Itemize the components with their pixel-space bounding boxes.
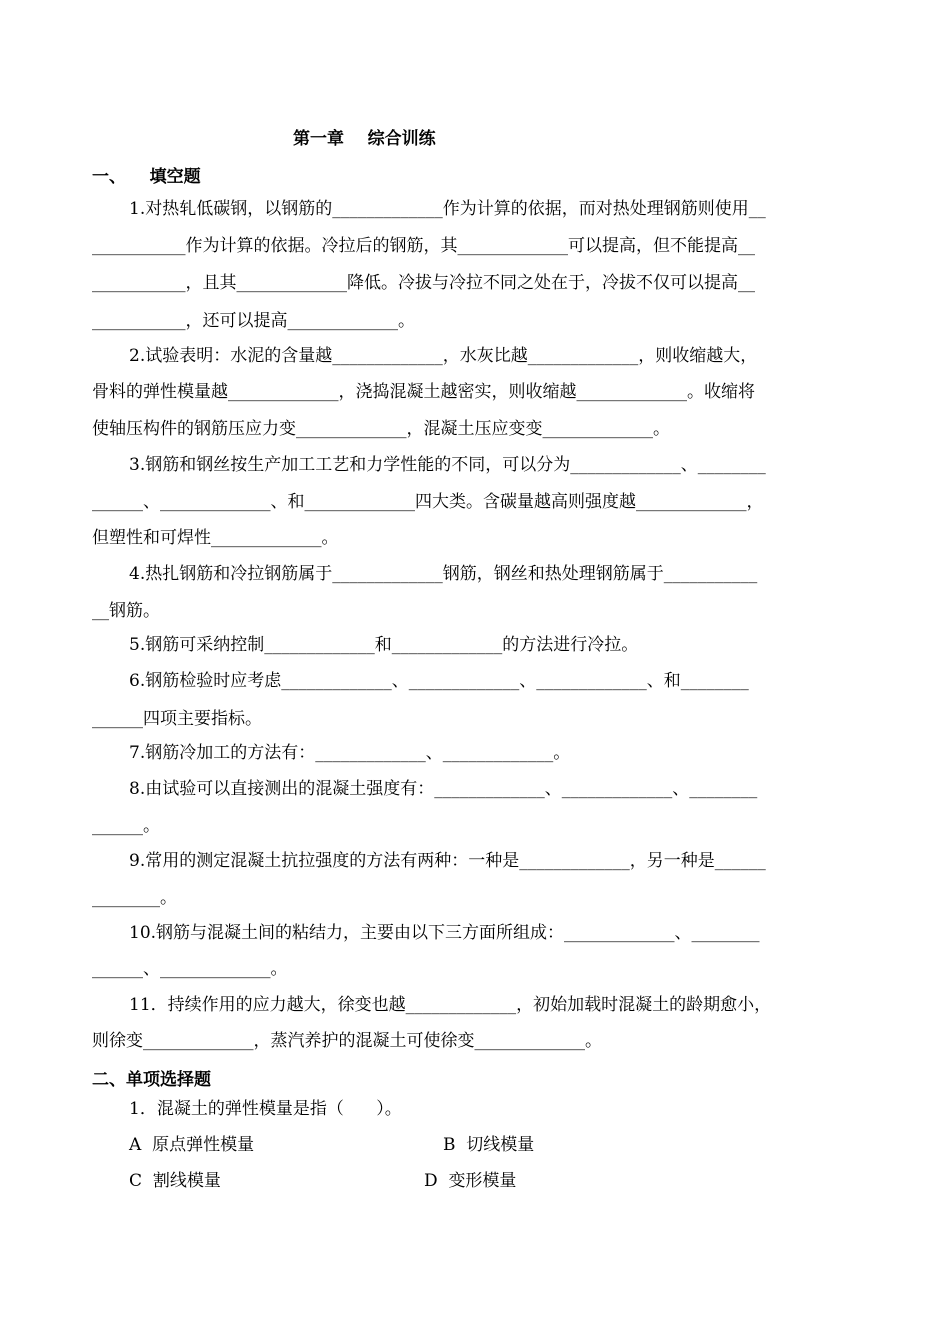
question-line: __钢筋。 — [92, 601, 160, 621]
question-line: ___________，还可以提高_____________。 — [92, 311, 415, 331]
question-line: 9.常用的测定混凝土抗拉强度的方法有两种：一种是_____________，另一种是______ — [129, 851, 766, 871]
question-line: 骨料的弹性模量越_____________，浇捣混凝土越密实，则收缩越_____________。收缩将 — [92, 382, 755, 402]
question-line: 10.钢筋与混凝土间的粘结力，主要由以下三方面所组成：_____________、________ — [129, 923, 760, 943]
question-line: ______、_____________。 — [92, 959, 288, 979]
question-line: 1.对热轧低碳钢，以钢筋的_____________作为计算的依据，而对热处理钢筋则使用__ — [129, 199, 766, 219]
question-line: ______四项主要指标。 — [92, 709, 262, 729]
chapter-title: 第一章 综合训练 — [293, 129, 436, 149]
question-line: 6.钢筋检验时应考虑_____________、_____________、_____________、和________ — [129, 671, 749, 691]
question-line: ___________作为计算的依据。冷拉后的钢筋，其_____________可以提高，但不能提高__ — [92, 236, 755, 256]
question-line: ______。 — [92, 816, 160, 836]
question-line: ________。 — [92, 888, 177, 908]
question-line: 2.试验表明：水泥的含量越_____________，水灰比越_____________，则收缩越大， — [129, 346, 758, 366]
option-a: A 原点弹性模量 — [129, 1135, 255, 1155]
section-heading-single-choice: 二、单项选择题 — [92, 1070, 211, 1090]
question-line: 使轴压构件的钢筋压应力变_____________，混凝土压应变变_____________。 — [92, 419, 670, 439]
question-line: ______、_____________、和_____________四大类。含碳量越高则强度越_____________， — [92, 492, 764, 512]
question-line: 8.由试验可以直接测出的混凝土强度有：_____________、_____________、________ — [129, 779, 758, 799]
option-b: B 切线模量 — [443, 1135, 535, 1155]
question-line: 11．持续作用的应力越大，徐变也越_____________，初始加载时混凝土的龄期愈小， — [129, 995, 772, 1015]
option-d: D 变形模量 — [424, 1171, 517, 1191]
option-c: C 割线模量 — [129, 1171, 221, 1191]
question-line: 4.热扎钢筋和冷拉钢筋属于_____________钢筋，钢丝和热处理钢筋属于___________ — [129, 564, 758, 584]
choice-question: 1．混凝土的弹性模量是指（ ）。 — [129, 1099, 402, 1119]
section-heading-fill-blank: 一、 填空题 — [92, 167, 201, 187]
question-line: 则徐变_____________，蒸汽养护的混凝土可使徐变_____________。 — [92, 1031, 602, 1051]
question-line: ___________，且其_____________降低。冷拔与冷拉不同之处在于，冷拔不仅可以提高__ — [92, 273, 755, 293]
question-line: 5.钢筋可采纳控制_____________和_____________的方法进行冷拉。 — [129, 635, 639, 655]
question-line: 7.钢筋冷加工的方法有：_____________、_____________。 — [129, 743, 571, 763]
question-line: 3.钢筋和钢丝按生产加工工艺和力学性能的不同，可以分为_____________、________ — [129, 455, 766, 475]
question-line: 但塑性和可焊性_____________。 — [92, 528, 339, 548]
